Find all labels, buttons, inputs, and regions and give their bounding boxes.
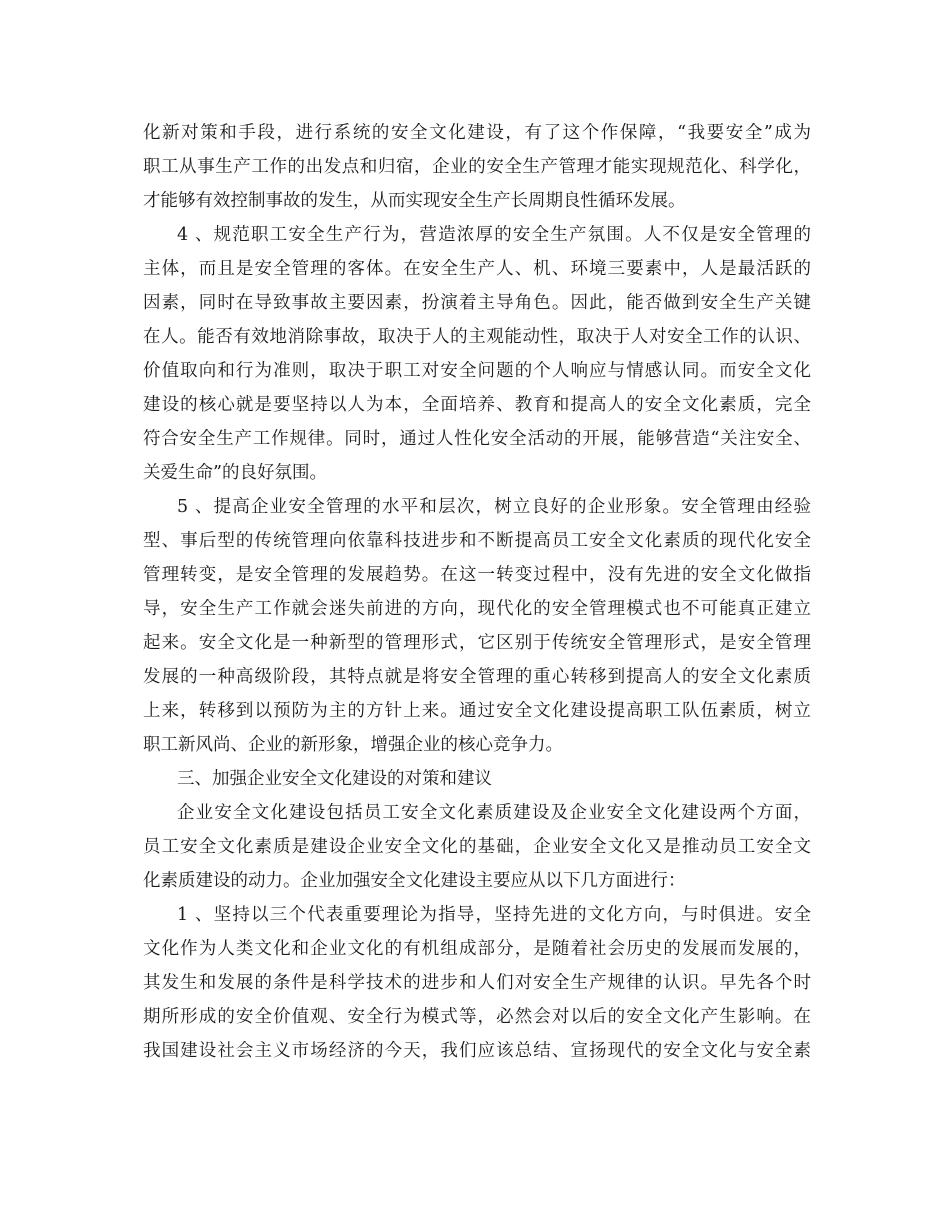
text-line: 员工安全文化素质是建设企业安全文化的基础，企业安全文化又是推动员工安全文 (143, 837, 811, 857)
text-line: 职工新风尚、企业的新形象，增强企业的核心竞争力。 (143, 735, 563, 755)
document-body (143, 116, 811, 1068)
paragraph-start-line: 1 、坚持以三个代表重要理论为指导，坚持先进的文化方向，与时俱进。安全 (177, 905, 811, 925)
text-line: 化新对策和手段，进行系统的安全文化建设，有了这个作保障，“我要安全”成为 (143, 123, 811, 143)
text-line: 上来，转移到以预防为主的方针上来。通过安全文化建设提高职工队伍素质，树立 (143, 701, 811, 721)
text-line: 期所形成的安全价值观、安全行为模式等，必然会对以后的安全文化产生影响。在 (143, 1007, 811, 1027)
text-line: 符合安全生产工作规律。同时，通过人性化安全活动的开展，能够营造“关注安全、 (143, 429, 811, 449)
text-line: 化素质建设的动力。企业加强安全文化建设主要应从以下几方面进行： (143, 871, 686, 891)
text-line: 管理转变，是安全管理的发展趋势。在这一转变过程中，没有先进的安全文化做指 (143, 565, 811, 585)
paragraph-start-line: 4 、规范职工安全生产行为，营造浓厚的安全生产氛围。人不仅是安全管理的 (177, 225, 811, 245)
text-line: 价值取向和行为准则，取决于职工对安全问题的个人响应与情感认同。而安全文化 (143, 361, 811, 381)
text-line: 其发生和发展的条件是科学技术的进步和人们对安全生产规律的认识。早先各个时 (143, 973, 811, 993)
text-line: 因素，同时在导致事故主要因素，扮演着主导角色。因此，能否做到安全生产关键 (143, 293, 811, 313)
text-line: 文化作为人类文化和企业文化的有机组成部分，是随着社会历史的发展而发展的， (143, 939, 811, 959)
text-line: 职工从事生产工作的出发点和归宿，企业的安全生产管理才能实现规范化、科学化， (143, 157, 811, 177)
text-line: 发展的一种高级阶段，其特点就是将安全管理的重心转移到提高人的安全文化素质 (143, 667, 811, 687)
text-line: 才能够有效控制事故的发生，从而实现安全生产长周期良性循环发展。 (143, 191, 686, 211)
text-line: 起来。安全文化是一种新型的管理形式，它区别于传统安全管理形式，是安全管理 (143, 633, 811, 653)
text-line: 我国建设社会主义市场经济的今天，我们应该总结、宣扬现代的安全文化与安全素 (143, 1041, 811, 1061)
section-heading: 三、加强企业安全文化建设的对策和建议 (177, 769, 492, 789)
text-line: 导，安全生产工作就会迷失前进的方向，现代化的安全管理模式也不可能真正建立 (143, 599, 811, 619)
text-line: 关爱生命”的良好氛围。 (143, 463, 327, 483)
text-line: 建设的核心就是要坚持以人为本，全面培养、教育和提高人的安全文化素质，完全 (143, 395, 811, 415)
text-line: 主体，而且是安全管理的客体。在安全生产人、机、环境三要素中，人是最活跃的 (143, 259, 811, 279)
paragraph-start-line: 企业安全文化建设包括员工安全文化素质建设及企业安全文化建设两个方面， (177, 803, 811, 823)
paragraph-start-line: 5 、提高企业安全管理的水平和层次，树立良好的企业形象。安全管理由经验 (177, 497, 811, 517)
text-line: 在人。能否有效地消除事故，取决于人的主观能动性，取决于人对安全工作的认识、 (143, 327, 811, 347)
text-line: 型、事后型的传统管理向依靠科技进步和不断提高员工安全文化素质的现代化安全 (143, 531, 811, 551)
